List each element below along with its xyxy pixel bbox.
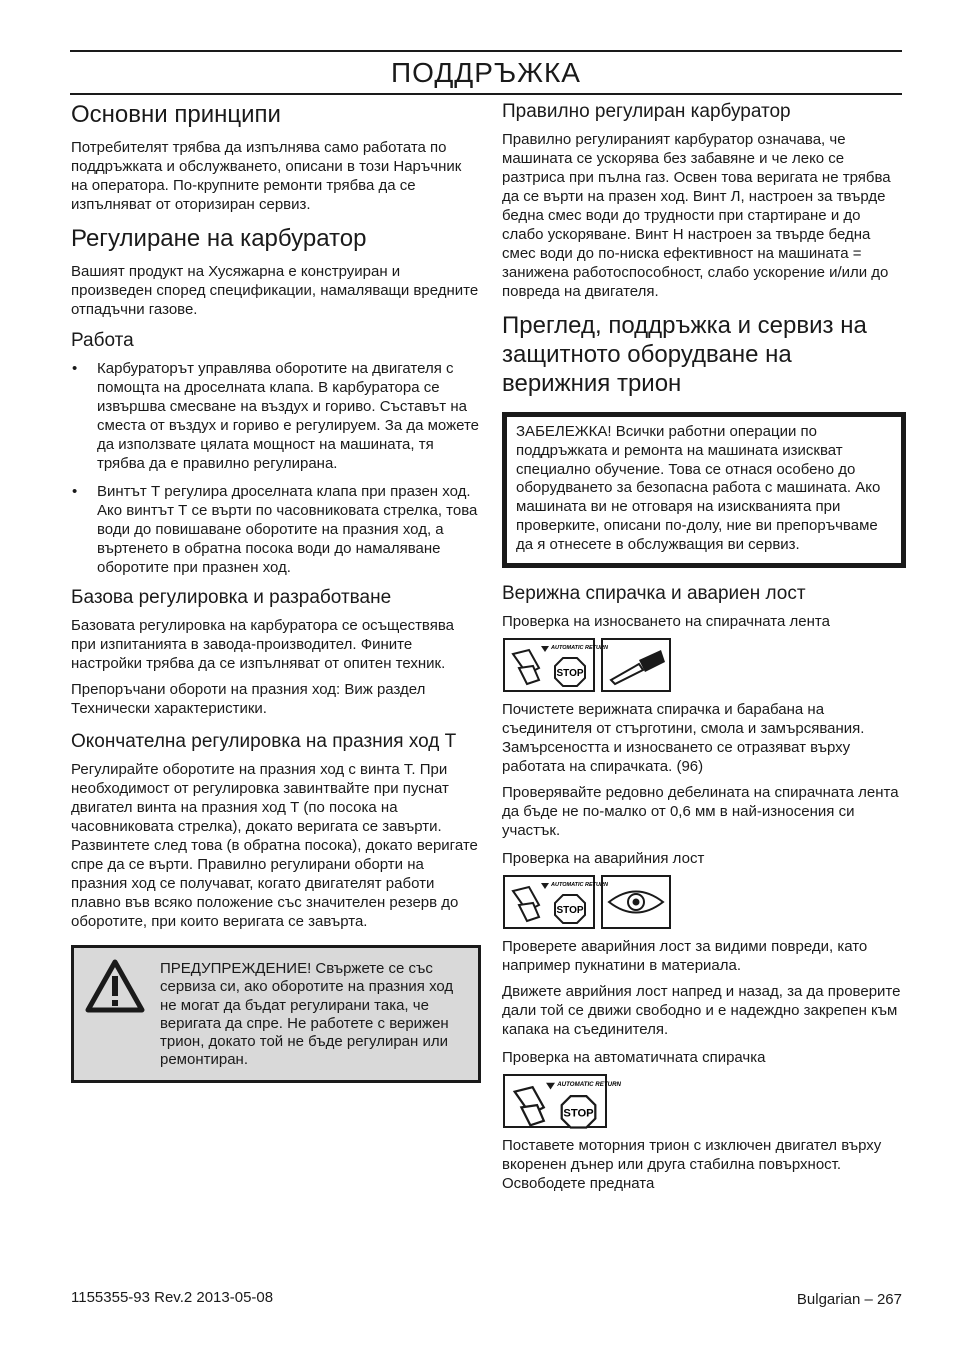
paragraph-final-idle-adjustment: Регулирайте оборотите на празния ход с винта Т. При необходимост от регулировка завинтвайте при пуснат двигател винта на празния ход Т (по посока на часовниковата стрелка), докато веригата се завърти. Развинтете след това (в обратна посока), докато веригате спре да се върти. Правилно регулирани оборти на празния ход се получават, когато двигателят работи плавно във всяко положение със значителен резерв до оборотите, при които веригата се завърта. xyxy=(71,761,478,930)
header-rule-top xyxy=(70,50,902,52)
paragraph-auto-brake-instructions: Поставете моторния трион с изключен двигател върху вкоренен дънер или друга стабилна повърхност. Освободете предната xyxy=(502,1136,882,1192)
paragraph-clean-brake: Почистете верижната спирачка и барабана на съединителя от стърготини, смола и замърсявания. Замърсеността и износването се отразяват върху работата на спирачката. (96) xyxy=(502,700,865,775)
svg-text:STOP: STOP xyxy=(563,1106,594,1119)
warning-box xyxy=(71,945,481,1083)
heading-correct-carburetor: Правилно регулиран карбуратор xyxy=(502,101,791,122)
svg-text:AUTOMATIC RETURN: AUTOMATIC RETURN xyxy=(557,1080,621,1088)
heading-safety-equipment: Преглед, поддръжка и сервиз на защитното оборудване на верижния трион xyxy=(502,312,867,397)
svg-text:STOP: STOP xyxy=(556,667,584,679)
paragraph-auto-brake-check: Проверка на автоматичната спирачка xyxy=(502,1048,766,1066)
list-item: • Карбураторът управлява оборотите на двигателя с помощта на дроселната клапа. В карбуратора се извършва смесване на въздух и гориво. Съставът на сместа от въздух и гориво е регулируем. За да можете да използвате цялата мощност на машината, тя трябва да е правилно регулирана. xyxy=(72,360,479,472)
eye-icon xyxy=(601,875,671,929)
footer-document-id: 1155355-93 Rev.2 2013-05-08 xyxy=(71,1289,274,1306)
heading-chain-brake: Верижна спирачка и авариен лост xyxy=(502,582,806,604)
warning-triangle-icon xyxy=(84,958,146,1016)
warning-text: ПРЕДУПРЕЖДЕНИЕ! Свържете се със сервиза си, ако оборотите на празния ход не могат да бъдат регулирани така, че веригата да спре. Не работете с верижен трион, докато той не бъде регулиран или ремонтиран. xyxy=(160,960,454,1069)
paragraph-brake-band-check: Проверка на износването на спирачната лента xyxy=(502,612,830,630)
paragraph-guard-damage: Проверете аварийния лост за видими повреди, като например пукнатини в материала. xyxy=(502,937,868,974)
svg-text:AUTOMATIC RETURN: AUTOMATIC RETURN xyxy=(551,881,608,888)
right-column xyxy=(502,100,906,1200)
paragraph-carburetor-intro: Вашият продукт на Хусяжарна е конструиран и произведен според спецификации, намаляващи вредните отпадъчни газове. xyxy=(71,263,479,318)
footer-page-number: Bulgarian – 267 xyxy=(796,1291,902,1308)
icon-row-auto-brake xyxy=(503,1074,906,1128)
list-item: • Винтът Т регулира дроселната клапа при празен ход. Ако винтът Т се върти по часовниковата стрелка, това води до повишаване оборотите на празния ход, а въртенето в обратна посока води до намаляване оборотите при празнен ход. xyxy=(72,483,478,576)
note-box xyxy=(502,412,906,568)
paragraph-basic-setting-2: Препоръчани обороти на празния ход: Виж раздел Технически характеристики. xyxy=(71,681,426,717)
bullet-dot: • xyxy=(72,360,78,377)
heading-operation: Работа xyxy=(71,330,134,351)
heading-basic-setting: Базова регулировка и разработване xyxy=(71,587,392,608)
paragraph-guard-check: Проверка на аварийния лост xyxy=(502,849,705,867)
icon-row-guard xyxy=(503,875,906,929)
automatic-return-stop-icon xyxy=(503,1074,621,1128)
heading-carburetor-adjustment: Регулиране на карбуратор xyxy=(71,225,367,252)
svg-text:AUTOMATIC RETURN: AUTOMATIC RETURN xyxy=(551,644,608,651)
icon-row-brake-band xyxy=(503,638,906,692)
paragraph-guard-move: Движете аврийния лост напред и назад, за да проверите дали той се движи свободно и е надеждно закрепен към капака на съединителя. xyxy=(502,982,901,1038)
bullet-dot: • xyxy=(72,483,78,500)
paragraph-basic-setting-1: Базовата регулировка на карбуратора се осъществява при изпитанията в завода-производител. Фините настройки трябва да се изпълняват от опитен техник. xyxy=(71,617,454,672)
automatic-return-stop-icon xyxy=(503,638,608,692)
header-rule-bottom xyxy=(70,93,902,95)
page-title: ПОДДРЪЖКА xyxy=(391,57,581,88)
brush-icon xyxy=(601,638,671,692)
heading-final-idle-adjustment: Окончателна регулировка на празния ход Т xyxy=(71,731,457,752)
automatic-return-stop-icon xyxy=(503,875,608,929)
paragraph-band-thickness: Проверявайте редовно дебелината на спирачната лента да бъде не по-малко от 0,6 мм в най-износения си участък. xyxy=(502,783,899,839)
heading-basic-principles: Основни принципи xyxy=(71,101,281,128)
paragraph-basic-principles: Потребителят трябва да изпълнява само работата по поддръжката и обслужването, описани в този Наръчник на оператора. По-крупните ремонти трябва да се изпълняват от оторизиран сервиз. xyxy=(71,139,462,213)
note-text: ЗАБЕЛЕЖКА! Всички работни операции по поддръжката и ремонта на машината изискват специално обучение. Това се отнася особено до оборудването за безопасна работа с машината. Ако машината ви не отговаря на изискванията при проверките, описани по-долу, ние ви препоръчваме да я отнесете в обслужващия ви сервиз. xyxy=(516,423,881,553)
paragraph-correct-carburetor: Правилно регулираният карбуратор означава, че машината се ускорява без забавяне и че леко се разтриса при пълна газ. Освен това веригата не трябва да се върти на празен ход. Винт Л, настроен за твърде бедна смес води до трудности при стартиране и до слабо ускоряване. Винт Н настроен за твърде бедна смес води до по-ниска ефективност на машината = занижена работоспособност, слабо ускорение и/или до повреда на двигателя. xyxy=(502,131,891,300)
operation-list xyxy=(71,359,481,577)
svg-text:STOP: STOP xyxy=(556,904,584,916)
left-column xyxy=(71,100,481,1083)
